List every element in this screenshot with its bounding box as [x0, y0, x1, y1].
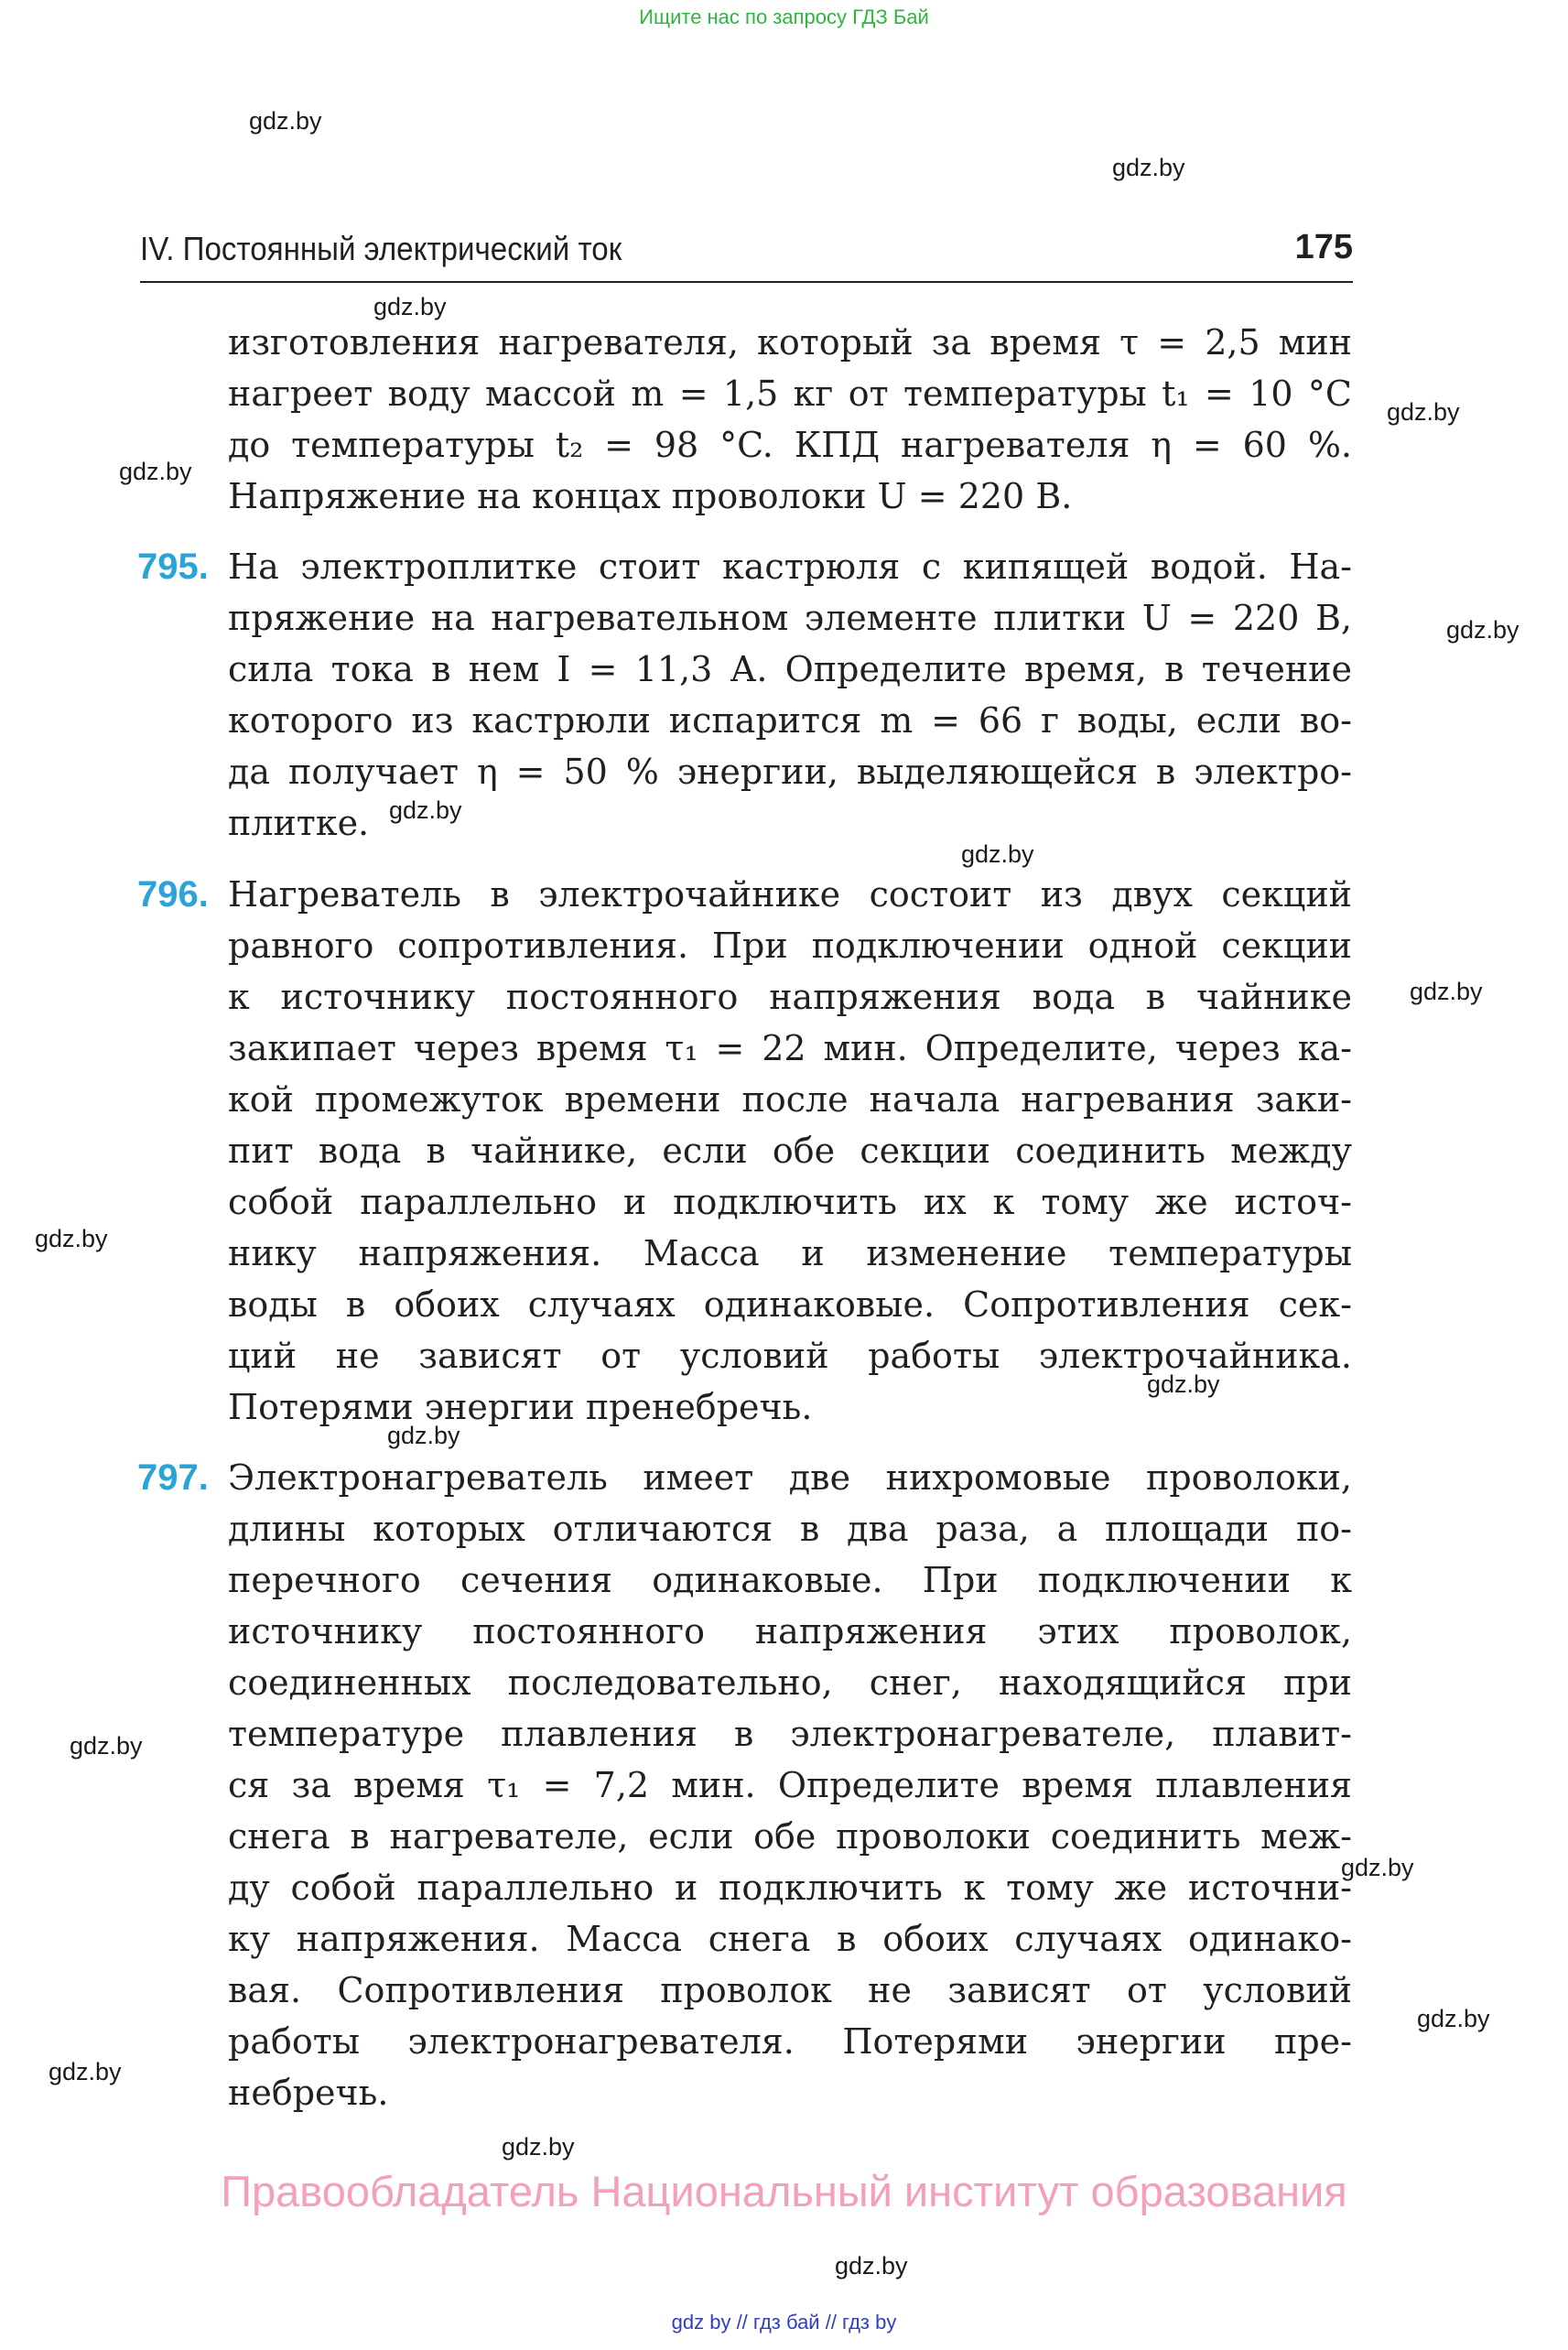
text-line: пит вода в чайнике, если обе секции соединить между — [228, 1131, 1352, 1171]
page-number: 175 — [1294, 228, 1353, 266]
text-line: длины которых отличаются в два раза, а площади по- — [228, 1509, 1352, 1549]
text-line: пряжение на нагревательном элементе плитки U = 220 В, — [228, 598, 1352, 638]
problem-number: 795. — [137, 547, 209, 587]
text-line: вая. Сопротивления проволок не зависят от условий — [228, 1970, 1352, 2010]
text-line: Напряжение на концах проволоки U = 220 В. — [228, 476, 1073, 516]
text-line: да получает η = 50 % энергии, выделяющейся в электро- — [228, 752, 1352, 792]
watermark: gdz.by — [119, 458, 192, 485]
text-line: собой параллельно и подключить их к тому же источ- — [228, 1182, 1352, 1222]
watermark: gdz.by — [1410, 978, 1483, 1005]
text-line: снега в нагревателе, если обе проволоки соединить меж- — [228, 1816, 1352, 1857]
text-line: небречь. — [228, 2073, 389, 2113]
text-line: Нагреватель в электрочайнике состоит из двух секций — [228, 874, 1352, 915]
text-line: до температуры t₂ = 98 °C. КПД нагревателя η = 60 %. — [228, 425, 1352, 465]
text-line: равного сопротивления. При подключении одной секции — [228, 926, 1352, 966]
watermark: gdz.by — [387, 1422, 460, 1449]
watermark: gdz.by — [373, 293, 447, 320]
problem-number: 796. — [137, 874, 209, 915]
text-line: Электронагреватель имеет две нихромовые проволоки, — [228, 1457, 1352, 1498]
watermark: gdz.by — [35, 1225, 108, 1252]
watermark: gdz.by — [961, 840, 1034, 868]
text-line: источнику постоянного напряжения этих проволок, — [228, 1611, 1352, 1651]
watermark: gdz.by — [49, 2058, 122, 2085]
watermark: gdz.by — [1341, 1854, 1414, 1881]
watermark: gdz.by — [389, 796, 462, 824]
top-banner: Ищите нас по запросу ГДЗ Бай — [639, 5, 929, 28]
text-line: изготовления нагревателя, который за время τ = 2,5 мин — [228, 322, 1352, 363]
chapter-title: IV. Постоянный электрический ток — [140, 230, 622, 267]
text-line: ду собой параллельно и подключить к тому же источни- — [228, 1868, 1352, 1908]
text-line: нику напряжения. Масса и изменение температуры — [228, 1233, 1352, 1273]
text-line: которого из кастрюли испарится m = 66 г воды, если во- — [228, 700, 1352, 741]
footer-links[interactable]: gdz by // гдз бай // гдз by — [671, 2311, 897, 2334]
page-header — [140, 224, 1353, 283]
text-line: воды в обоих случаях одинаковые. Сопротивления сек- — [228, 1284, 1352, 1325]
watermark: gdz.by — [249, 107, 322, 135]
text-line: к источнику постоянного напряжения вода в чайнике — [228, 977, 1352, 1017]
text-line: сила тока в нем I = 11,3 А. Определите время, в течение — [228, 649, 1352, 689]
text-line: соединенных последовательно, снег, находящийся при — [228, 1662, 1352, 1703]
problem-number: 797. — [137, 1457, 209, 1498]
text-line: ку напряжения. Масса снега в обоих случаях одинако- — [228, 1919, 1352, 1959]
text-line: работы электронагревателя. Потерями энергии пре- — [228, 2021, 1352, 2062]
text-line: закипает через время τ₁ = 22 мин. Определите, через ка- — [228, 1028, 1352, 1068]
text-line: перечного сечения одинаковые. При подключении к — [228, 1560, 1352, 1600]
text-line: ций не зависят от условий работы электрочайника. — [228, 1336, 1352, 1376]
text-line: На электроплитке стоит кастрюля с кипящей водой. На- — [228, 547, 1352, 587]
watermark: gdz.by — [70, 1732, 143, 1760]
text-line: плитке. — [228, 803, 370, 843]
text-line: температуре плавления в электронагревателе, плавит- — [228, 1714, 1352, 1754]
text-line: ся за время τ₁ = 7,2 мин. Определите время плавления — [228, 1765, 1352, 1805]
text-line: кой промежуток времени после начала нагревания заки- — [228, 1079, 1352, 1120]
watermark: gdz.by — [1446, 616, 1519, 644]
copyright-notice: Правообладатель Национальный институт образования — [221, 2167, 1347, 2215]
text-line: нагреет воду массой m = 1,5 кг от температуры t₁ = 10 °C — [228, 374, 1352, 414]
text-line: Потерями энергии пренебречь. — [228, 1387, 813, 1427]
watermark: gdz.by — [835, 2252, 908, 2280]
watermark: gdz.by — [1112, 154, 1185, 181]
watermark: gdz.by — [1417, 2005, 1490, 2032]
watermark: gdz.by — [1147, 1370, 1220, 1398]
watermark: gdz.by — [502, 2133, 575, 2160]
watermark: gdz.by — [1387, 398, 1460, 426]
